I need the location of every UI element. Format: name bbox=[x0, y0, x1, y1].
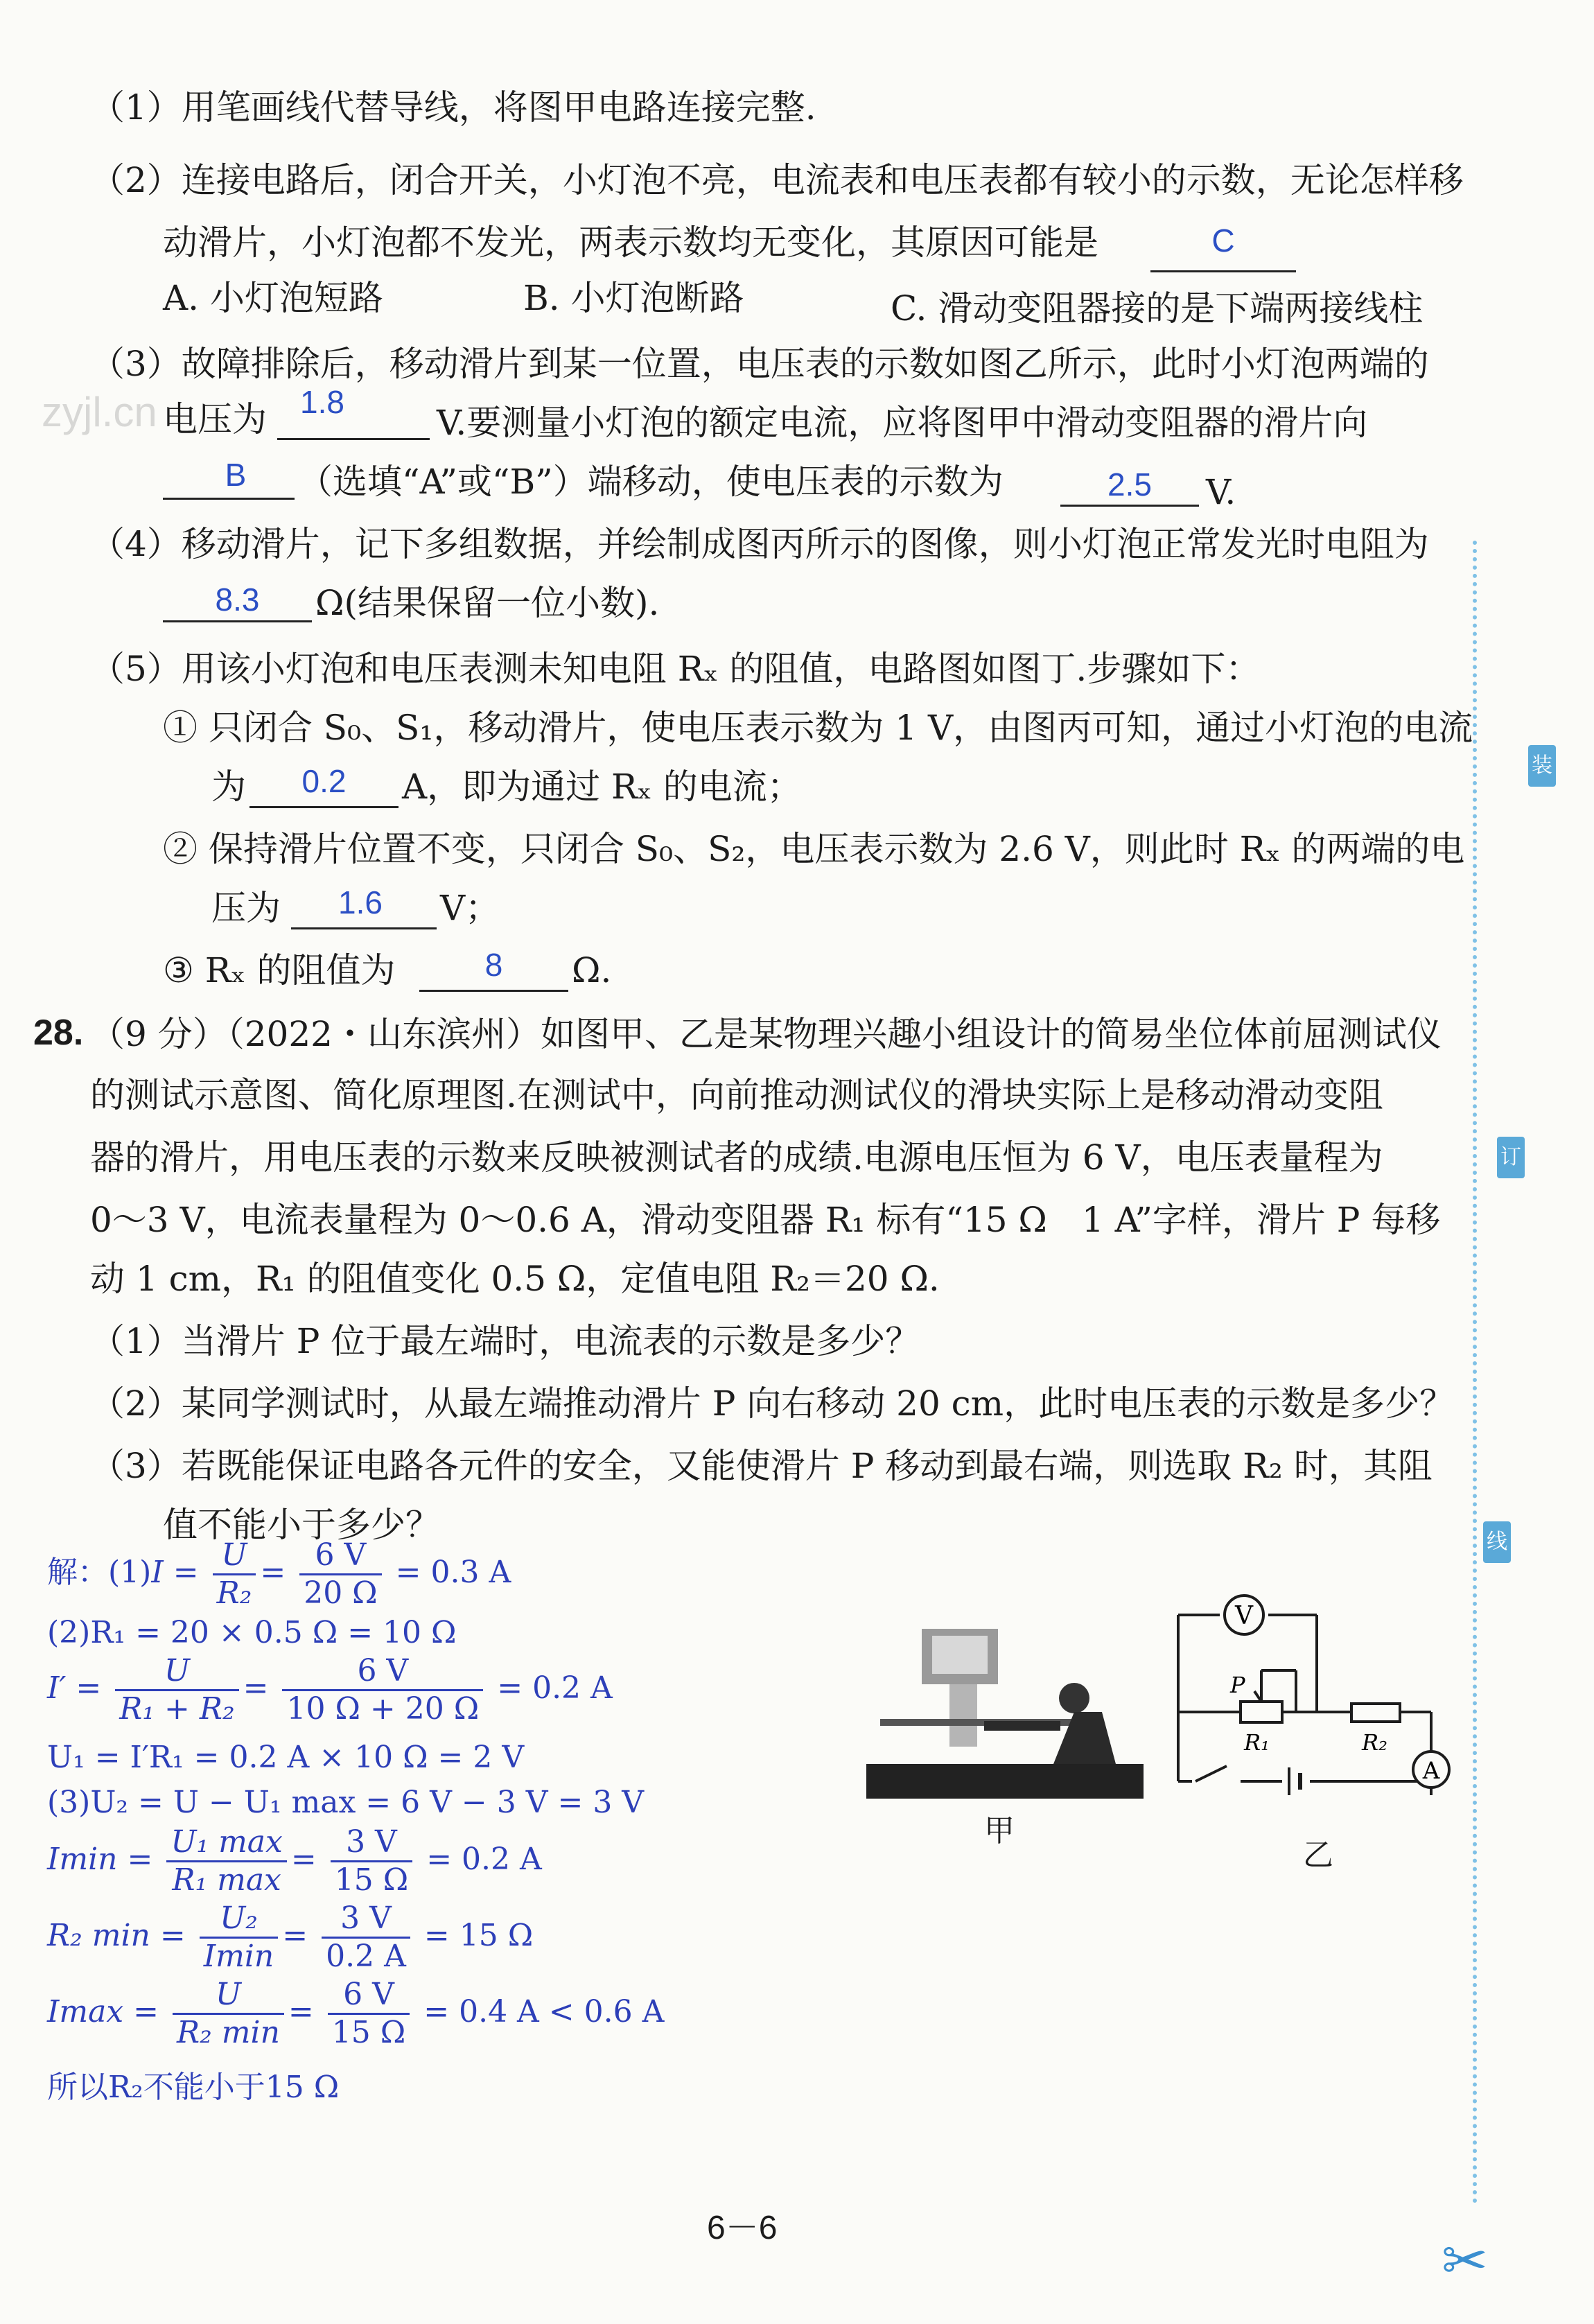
q5-step2-line2a: 压为 bbox=[211, 888, 281, 928]
q4-answer: 8.3 bbox=[215, 582, 260, 618]
q5-answer1: 0.2 bbox=[301, 763, 347, 799]
person-head bbox=[1059, 1683, 1089, 1713]
q5-step1-line1: ① 只闭合 S₀、S₁，移动滑片，使电压表示数为 1 V，由图丙可知，通过小灯泡的电流 bbox=[163, 708, 1473, 748]
q28-line3: 器的滑片，用电压表的示数来反映被测试者的成绩.电源电压恒为 6 V，电压表量程为 bbox=[90, 1137, 1383, 1178]
r1-label: R₁ bbox=[1244, 1729, 1270, 1756]
figure-yi-label: 乙 bbox=[1303, 1837, 1333, 1873]
solution-line-5: (3)U₂ = U − U₁ max = 6 V − 3 V = 3 V bbox=[47, 1785, 645, 1820]
watermark: zyjl.cn bbox=[42, 389, 157, 435]
scissors-icon: ✂ bbox=[1442, 2228, 1489, 2293]
q28-sub3-line2: 值不能小于多少？ bbox=[163, 1505, 440, 1545]
q5-blank2 bbox=[291, 927, 437, 929]
solution-line-8: Imax = $\frac{U}{\text{R₂ min}}$ = $\frac{6 V}{15 \Omega}$ = 0.4 A < 0.6 A bbox=[47, 1977, 665, 2050]
q3-line3b: V. bbox=[1206, 472, 1236, 512]
q2-line2: 动滑片，小灯泡都不发光，两表示数均无变化，其原因可能是 bbox=[163, 222, 1098, 263]
cut-line bbox=[1473, 541, 1477, 2204]
slider-p-label: P bbox=[1230, 1672, 1245, 1698]
mat bbox=[866, 1764, 1144, 1799]
side-tab-ding: 订 bbox=[1497, 1137, 1525, 1178]
q3-blank3 bbox=[1060, 505, 1199, 507]
q4-blank bbox=[163, 620, 312, 622]
figure-jia-photo bbox=[866, 1615, 1144, 1802]
q5-answer2: 1.6 bbox=[338, 884, 383, 920]
q5-step2-line2b: V； bbox=[440, 888, 500, 928]
solution-line-1: 解：(1)I = $\frac{U}{\text{R₂}}$ = $\frac{6 V}{20 \Omega}$ = 0.3 A bbox=[47, 1537, 511, 1611]
solution-line-6: Imin = $\frac{\text{U₁ max}}{\text{R₁ max}}$ = $\frac{3 V}{15 \Omega}$ = 0.2 A bbox=[47, 1824, 542, 1898]
q3-answer1: 1.8 bbox=[300, 384, 344, 420]
q28-line5: 动 1 cm，R₁ 的阻值变化 0.5 Ω，定值电阻 R₂＝20 Ω. bbox=[90, 1259, 940, 1299]
q5-step1-line2b: A，即为通过 Rₓ 的电流； bbox=[402, 767, 802, 807]
page-number: 6－6 bbox=[707, 2210, 778, 2246]
solution-line-4: U₁ = I′R₁ = 0.2 A × 10 Ω = 2 V bbox=[47, 1740, 525, 1775]
side-tab-zhuang: 装 bbox=[1528, 745, 1556, 787]
q28-sub1: （1）当滑片 P 位于最左端时，电流表的示数是多少？ bbox=[90, 1321, 920, 1361]
q3-line1: （3）故障排除后，移动滑片到某一位置，电压表的示数如图乙所示，此时小灯泡两端的 bbox=[90, 344, 1429, 384]
q5-blank3 bbox=[419, 990, 568, 992]
q4-line1: （4）移动滑片，记下多组数据，并绘制成图丙所示的图像，则小灯泡正常发光时电阻为 bbox=[90, 524, 1429, 564]
solution-line-7: R₂ min = $\frac{\text{U₂}}{Imin}$ = $\frac{3 V}{0.2 A}$ = 15 Ω bbox=[47, 1901, 534, 1974]
q5-step1-line2a: 为 bbox=[211, 767, 246, 807]
q28-line2: 的测试示意图、简化原理图.在测试中，向前推动测试仪的滑块实际上是移动滑动变阻 bbox=[90, 1075, 1383, 1115]
q5-step3a: ③ Rₓ 的阻值为 bbox=[163, 950, 396, 990]
q2-blank bbox=[1150, 270, 1296, 272]
q2-option-c: C. 滑动变阻器接的是下端两接线柱 bbox=[891, 288, 1424, 329]
figure-yi-circuit bbox=[1164, 1573, 1469, 1802]
q5-step2-line1: ② 保持滑片位置不变，只闭合 S₀、S₂，电压表示数为 2.6 V，则此时 Rₓ 的两端的电 bbox=[163, 829, 1465, 869]
solution-line-2: (2)R₁ = 20 × 0.5 Ω = 10 Ω bbox=[47, 1615, 457, 1650]
q5-step3b: Ω. bbox=[572, 950, 612, 990]
q3-line2a: 电压为 bbox=[163, 399, 267, 439]
q3-blank2 bbox=[163, 498, 295, 500]
q3-answer2: B bbox=[225, 457, 247, 493]
q5-line1: （5）用该小灯泡和电压表测未知电阻 Rₓ 的阻值，电路图如图丁.步骤如下： bbox=[90, 649, 1261, 689]
q28-number: 28. bbox=[33, 1013, 84, 1053]
q28-sub2: （2）某同学测试时，从最左端推动滑片 P 向右移动 20 cm，此时电压表的示数是多少？ bbox=[90, 1383, 1455, 1424]
q2-line1: （2）连接电路后，闭合开关，小灯泡不亮，电流表和电压表都有较小的示数，无论怎样移 bbox=[90, 160, 1464, 200]
solution-line-3: I′ = $\frac{U}{\text{R₁ + R₂}}$ = $\frac{6 V}{10 \Omega + 20 \Omega}$ = 0.2 A bbox=[47, 1653, 613, 1727]
q1-text: （1）用笔画线代替导线，将图甲电路连接完整. bbox=[90, 87, 816, 128]
q3-blank1 bbox=[277, 438, 430, 440]
q2-option-b: B. 小灯泡断路 bbox=[523, 278, 744, 318]
side-tab-xian: 线 bbox=[1483, 1521, 1511, 1563]
q5-blank1 bbox=[249, 806, 398, 808]
q5-answer3: 8 bbox=[484, 947, 503, 983]
solution-line-9: 所以R₂不能小于15 Ω bbox=[47, 2070, 340, 2105]
q4-line2: Ω(结果保留一位小数). bbox=[315, 583, 660, 623]
q28-line1: （9 分）（2022・山东滨州）如图甲、乙是某物理兴趣小组设计的简易坐位体前屈测试仪 bbox=[90, 1014, 1442, 1054]
q28-line4: 0～3 V，电流表量程为 0～0.6 A，滑动变阻器 R₁ 标有“15 Ω 1 A”字样，滑片 P 每移 bbox=[90, 1200, 1441, 1240]
q2-option-a: A. 小灯泡短路 bbox=[163, 278, 383, 318]
q3-answer3: 2.5 bbox=[1107, 466, 1152, 503]
r2-label: R₂ bbox=[1362, 1729, 1387, 1756]
ammeter-letter: A bbox=[1422, 1757, 1440, 1785]
q28-sub3-line1: （3）若既能保证电路各元件的安全，又能使滑片 P 移动到最右端，则选取 R₂ 时，其阻 bbox=[90, 1446, 1433, 1486]
voltmeter-letter: V bbox=[1235, 1602, 1253, 1630]
q3-line3a: （选填“A”或“B”）端移动，使电压表的示数为 bbox=[298, 462, 1004, 502]
q3-line2b: V.要测量小灯泡的额定电流，应将图甲中滑动变阻器的滑片向 bbox=[437, 403, 1368, 443]
q2-answer: C bbox=[1211, 222, 1235, 259]
figure-jia-label: 甲 bbox=[984, 1813, 1015, 1849]
